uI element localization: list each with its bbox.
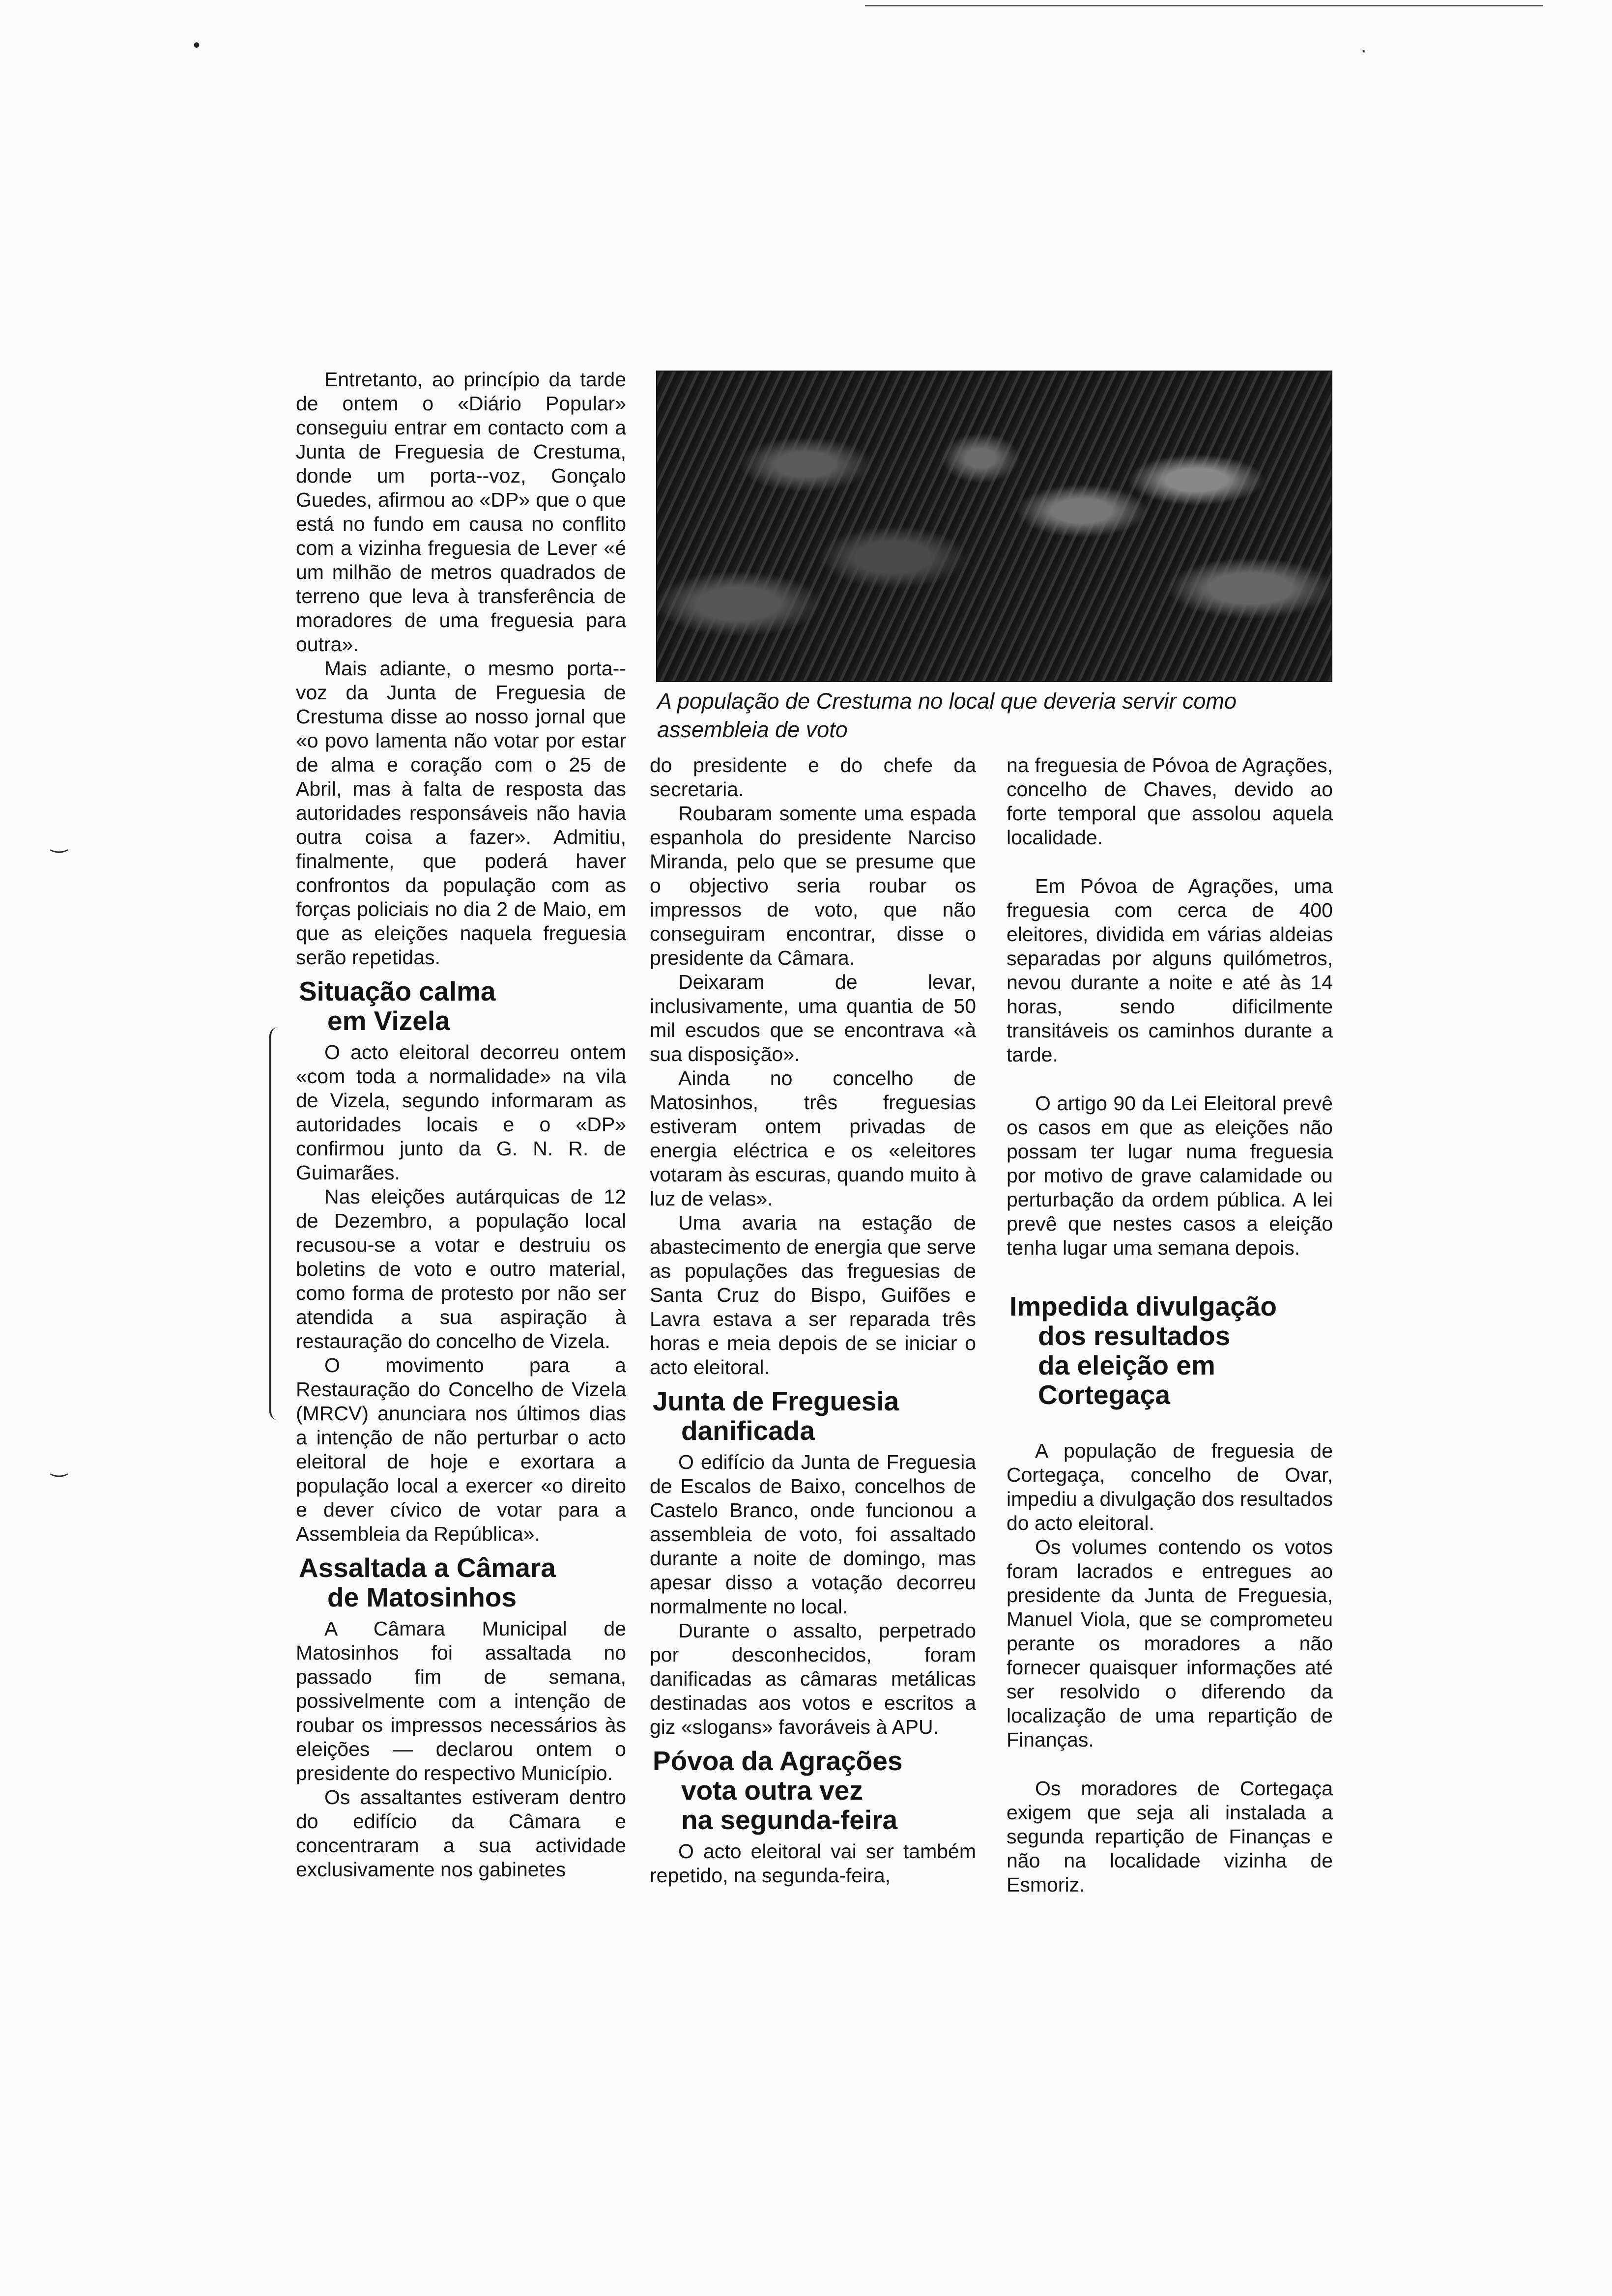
paragraph: Durante o assalto, perpetrado por desconhecidos, foram danificadas as câmaras metálicas destinadas aos votos e escritos a giz «slogans» favoráveis à APU. <box>650 1619 976 1738</box>
top-rule <box>865 5 1543 6</box>
paragraph: O acto eleitoral vai ser também repetido, na segunda-feira, <box>650 1840 976 1887</box>
paragraph: Ainda no concelho de Matosinhos, três freguesias estiveram ontem privadas de energia eléctrica e os «eleitores votaram às escuras, quando muito à luz de velas». <box>650 1067 976 1210</box>
paragraph: O movimento para a Restauração do Concelho de Vizela (MRCV) anunciara nos últimos dias a intenção de não perturbar o acto eleitoral de hoje e exortara a população local a exercer «o direito e dever cívico de votar para a Assembleia da República». <box>296 1354 626 1545</box>
scan-speck: • <box>193 34 201 56</box>
paragraph: Deixaram de levar, inclusivamente, uma quantia de 50 mil escudos que se encontrava «à sua disposição». <box>650 971 976 1065</box>
paragraph: Os volumes contendo os votos foram lacrados e entregues ao presidente da Junta de Freguesia, Manuel Viola, que se comprometeu perante os moradores a não fornecer quaisquer informações até ser resolvido o diferendo da localização de uma repartição de Finanças. <box>1007 1536 1333 1751</box>
article-column-2 <box>650 753 976 1888</box>
subheading-matosinhos: Assaltada a Câmara de Matosinhos <box>299 1552 556 1612</box>
paragraph: Roubaram somente uma espada espanhola do presidente Narciso Miranda, pelo que se presume que o objectivo seria roubar os impressos de voto, que não conseguiram encontrar, disse o presidente da Câmara. <box>650 802 976 969</box>
paragraph: Nas eleições autárquicas de 12 de Dezembro, a população local recusou-se a votar e destruiu os boletins de voto e outro material, como forma de protesto por não ser atendida a sua aspiração à restauração do concelho de Vizela. <box>296 1185 626 1352</box>
scan-speck: · <box>1360 39 1367 61</box>
paragraph: Os assaltantes estiveram dentro do edifício da Câmara e concentraram a sua actividade exclusivamente nos gabinetes <box>296 1786 626 1881</box>
article-column-1 <box>296 368 626 1882</box>
paragraph: A Câmara Municipal de Matosinhos foi assaltada no passado fim de semana, possivelmente com a intenção de roubar os impressos necessários às eleições — declarou ontem o presidente do respectivo Município. <box>296 1617 626 1784</box>
paragraph: Entretanto, ao princípio da tarde de ontem o «Diário Popular» conseguiu entrar em contacto com a Junta de Freguesia de Crestuma, donde um porta--voz, Gonçalo Guedes, afirmou ao «DP» que o que está no fundo em causa no conflito com a vizinha freguesia de Lever «é um milhão de metros quadrados de terreno que leva à transferência de moradores de uma freguesia para outra». <box>296 368 626 656</box>
margin-bracket <box>269 1027 278 1420</box>
crowd-photo <box>656 371 1332 682</box>
paragraph: O artigo 90 da Lei Eleitoral prevê os casos em que as eleições não possam ter lugar numa freguesia por motivo de grave calamidade ou perturbação da ordem pública. A lei prevê que nestes casos a eleição tenha lugar uma semana depois. <box>1007 1092 1333 1259</box>
subheading-cortegaca: Impedida divulgação dos resultados da eleição em Cortegaça <box>1009 1291 1277 1410</box>
photo-caption: A população de Crestuma no local que deveria servir como assembleia de voto <box>657 689 1237 742</box>
paragraph: do presidente e do chefe da secretaria. <box>650 754 976 801</box>
paragraph: A população de freguesia de Cortegaça, concelho de Ovar, impediu a divulgação dos resultados do acto eleitoral. <box>1007 1439 1333 1534</box>
paragraph: na freguesia de Póvoa de Agrações, concelho de Chaves, devido ao forte temporal que assolou aquela localidade. <box>1007 754 1333 849</box>
paragraph: O acto eleitoral decorreu ontem «com toda a normalidade» na vila de Vizela, segundo informaram as autoridades locais e o «DP» confirmou junto da G. N. R. de Guimarães. <box>296 1041 626 1184</box>
scan-mark: ‿ <box>51 831 67 853</box>
subheading-povoa: Póvoa da Agrações vota outra vez na segunda-feira <box>653 1746 903 1835</box>
paragraph: Os moradores de Cortegaça exigem que seja ali instalada a segunda repartição de Finanças e não na localidade vizinha de Esmoriz. <box>1007 1777 1333 1896</box>
scan-mark: ‿ <box>51 1455 67 1477</box>
paragraph: Uma avaria na estação de abastecimento de energia que serve as populações das freguesias de Santa Cruz do Bispo, Guifões e Lavra estava a ser reparada três horas e meia depois de se iniciar o acto eleitoral. <box>650 1211 976 1378</box>
paragraph: Mais adiante, o mesmo porta--voz da Junta de Freguesia de Crestuma disse ao nosso jornal que «o povo lamenta não votar por estar de alma e coração com o 25 de Abril, mas à falta de resposta das autoridades responsáveis não havia outra coisa a fazer». Admitiu, finalmente, que poderá haver confrontos da população com as forças policiais no dia 2 de Maio, em que as eleições naquela freguesia serão repetidas. <box>296 657 626 969</box>
article-column-3 <box>1007 753 1333 1897</box>
subheading-vizela: Situação calma em Vizela <box>299 976 496 1036</box>
paragraph: O edifício da Junta de Freguesia de Escalos de Baixo, concelhos de Castelo Branco, onde funcionou a assembleia de voto, foi assaltado durante a noite de domingo, mas apesar disso a votação decorreu normalmente no local. <box>650 1451 976 1618</box>
subheading-junta: Junta de Freguesia danificada <box>653 1386 899 1446</box>
paragraph: Em Póvoa de Agrações, uma freguesia com cerca de 400 eleitores, dividida em várias aldeias separadas por alguns quilómetros, nevou durante a noite e até às 14 horas, sendo dificilmente transitáveis os caminhos durante a tarde. <box>1007 875 1333 1066</box>
